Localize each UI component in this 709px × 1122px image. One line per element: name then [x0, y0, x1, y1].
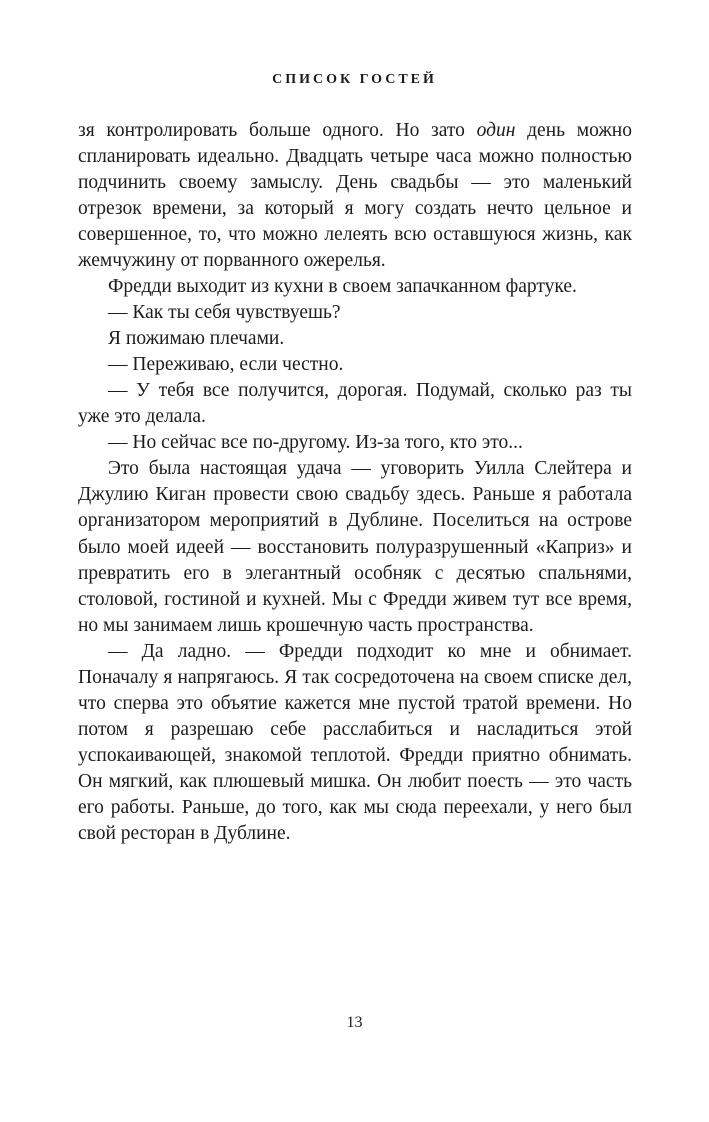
running-header: СПИСОК ГОСТЕЙ	[272, 72, 437, 87]
text-run: — У тебя все получится, дорогая. Подумай, сколько раз ты уже это делала.	[78, 380, 632, 428]
text-run: Это была настоящая удача — уговорить Уилла Слейтера и Джулию Киган провести свою свадьбу здесь. Раньше я работала организатором мероприятий в Дублине. Поселиться на острове было моей идеей — восстановить полуразрушенный «Каприз» и превратить его в элегантный особняк с десятью спальнями, столовой, гостиной и кухней. Мы с Фредди живем тут все время, но мы занимаем лишь крошечную часть пространства.	[78, 458, 632, 636]
text-run: Фредди выходит из кухни в своем запачканном фартуке.	[108, 276, 577, 298]
paragraph	[78, 430, 632, 456]
paragraph	[78, 274, 632, 300]
text-run: Я пожимаю плечами.	[108, 328, 285, 350]
paragraph	[78, 118, 632, 274]
page-number: 13	[346, 1014, 363, 1031]
paragraph	[78, 300, 632, 326]
text-run: — Как ты себя чувствуешь?	[108, 302, 341, 324]
paragraph	[78, 639, 632, 847]
text-run: — Но сейчас все по-другому. Из-за того, кто это...	[108, 432, 523, 454]
paragraph	[78, 352, 632, 378]
text-run: — Да ладно. — Фредди подходит ко мне и обнимает. Поначалу я напрягаюсь. Я так сосредоточена на своем списке дел, что сперва это объятие кажется мне пустой тратой времени. Но потом я разрешаю себе расслабиться и насладиться этой успокаивающей, знакомой теплотой. Фредди приятно обнимать. Он мягкий, как плюшевый мишка. Он любит поесть — это часть его работы. Раньше, до того, как мы сюда переехали, у него был свой ресторан в Дублине.	[78, 640, 632, 844]
paragraph	[78, 378, 632, 430]
paragraph	[78, 326, 632, 352]
text-run: зя контролировать больше одного. Но зато	[78, 120, 477, 141]
text-run: — Переживаю, если честно.	[108, 354, 344, 376]
page-body	[78, 118, 632, 847]
italic-text: один	[476, 120, 516, 141]
paragraph	[78, 456, 632, 638]
text-run: день можно спланировать идеально. Двадцать четыре часа можно полностью подчинить своему замыслу. День свадьбы — это маленький отрезок времени, за который я могу создать нечто цельное и совершенное, то, что можно лелеять всю оставшуюся жизнь, как жемчужину от порванного ожерелья.	[78, 120, 632, 272]
